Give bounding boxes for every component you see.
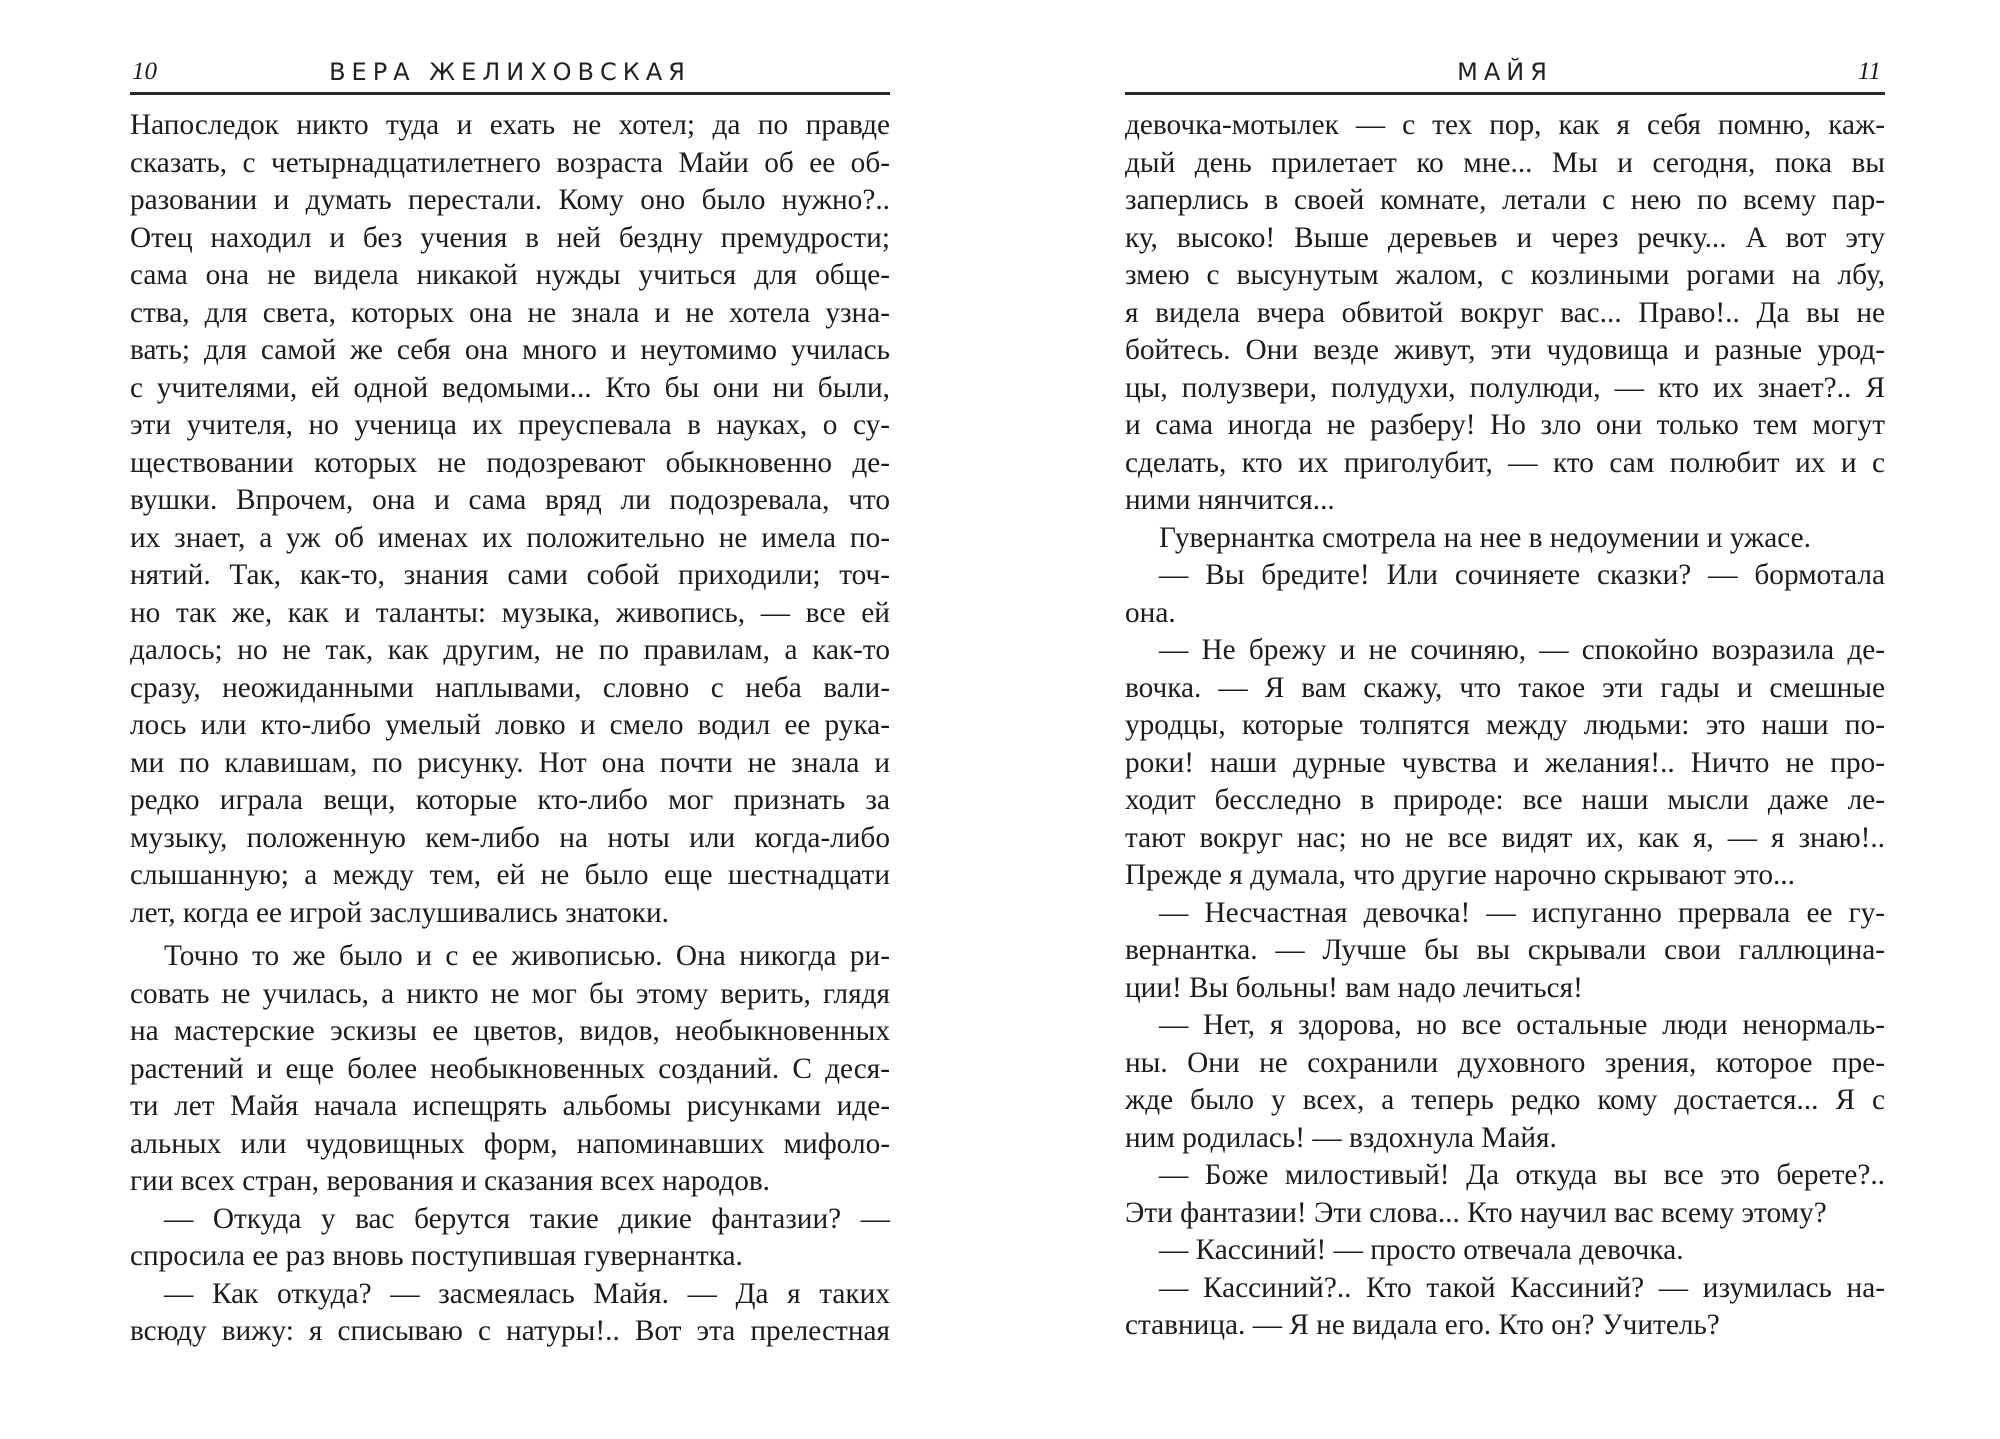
text-line: — Несчастная девочка! — испуганно прервала ее гу-	[1159, 896, 1885, 929]
text-line: заперлись в своей комнате, летали с нею по всему пар-	[1125, 184, 1885, 216]
text-line: лет, когда ее игрой заслушивались знатоки.	[130, 896, 669, 929]
right-page-header	[1125, 52, 1885, 95]
text-line: Гувернантка смотрела на нее в недоумении и ужасе.	[1159, 521, 1811, 554]
text-line: растений и еще более необыкновенных созданий. С деся-	[130, 1052, 890, 1085]
text-line: уродцы, которые толпятся между людьми: это наши по-	[1125, 709, 1885, 741]
text-line: слышанную; а между тем, ей не было еще шестнадцати	[130, 859, 890, 891]
text-line: их знает, а уж об именах их положительно не имела по-	[130, 521, 890, 554]
text-line: змею с высунутым жалом, с козлиными рогами на лбу,	[1125, 259, 1885, 291]
page-number: 10	[132, 58, 157, 85]
text-line: но так же, как и таланты: музыка, живопись, — все ей	[130, 596, 890, 629]
text-line: — Кассиний?.. Кто такой Кассиний? — изумилась на-	[1159, 1271, 1885, 1304]
text-line: Точно то же было и с ее живописью. Она никогда ри-	[164, 940, 890, 972]
text-line: бойтесь. Они везде живут, эти чудовища и разные урод-	[1125, 334, 1885, 366]
text-line: ним родилась! — вздохнула Майя.	[1125, 1121, 1557, 1154]
text-line: с учителями, ей одной ведомыми... Кто бы они ни были,	[130, 371, 890, 404]
text-line: — Боже милостивый! Да откуда вы все это берете?..	[1159, 1159, 1885, 1191]
right-page-body	[1125, 107, 1885, 1345]
text-line: жде было у всех, а теперь редко кому достается... Я с	[1125, 1084, 1885, 1116]
text-line: ходит бесследно в природе: все наши мысли даже ле-	[1125, 784, 1885, 816]
text-line: роки! наши дурные чувства и желания!.. Ничто не про-	[1125, 746, 1885, 779]
text-line: сделать, кто их приголубит, — кто сам полюбит их и с	[1125, 446, 1885, 479]
text-line: — Не брежу и не сочиняю, — спокойно возразила де-	[1159, 634, 1885, 666]
text-line: дый день прилетает ко мне... Мы и сегодня, пока вы	[1125, 146, 1885, 179]
text-line: сразу, неожиданными наплывами, словно с неба вали-	[130, 671, 890, 704]
text-line: сказать, с четырнадцатилетнего возраста Майи об ее об-	[130, 146, 890, 179]
text-line: — Вы бредите! Или сочиняете сказки? — бормотала	[1159, 559, 1885, 591]
text-line: — Как откуда? — засмеялась Майя. — Да я таких	[164, 1277, 890, 1310]
running-title-book: МАЙЯ	[1457, 58, 1553, 86]
text-line: — Откуда у вас берутся такие дикие фантазии? —	[164, 1202, 890, 1235]
text-line: на мастерские эскизы ее цветов, видов, необыкновенных	[130, 1015, 890, 1047]
text-line: вочка. — Я вам скажу, что такое эти гады и смешные	[1125, 671, 1885, 704]
text-line: Прежде я думала, что другие нарочно скрывают это...	[1125, 859, 1795, 891]
text-line: ны. Они не сохранили духовного зрения, которое пре-	[1125, 1046, 1885, 1079]
left-page-header	[130, 52, 890, 95]
left-page-body	[130, 107, 890, 1351]
text-line: ства, для света, которых она не знала и не хотела узна-	[130, 296, 890, 329]
text-line: редко играла вещи, которые кто-либо мог признать за	[130, 784, 890, 816]
text-line: спросила ее раз вновь поступившая гувернантка.	[130, 1240, 743, 1272]
text-line: ти лет Майя начала испещрять альбомы рисунками иде-	[130, 1090, 890, 1122]
text-line: — Кассиний! — просто отвечала девочка.	[1159, 1234, 1684, 1266]
text-line: вать; для самой же себя она много и неутомимо училась	[130, 334, 890, 366]
text-line: Напоследок никто туда и ехать не хотел; да по правде	[130, 109, 890, 141]
text-line: далось; но не так, как другим, не по правилам, а как-то	[130, 634, 890, 666]
text-line: ними нянчится...	[1125, 484, 1335, 516]
text-line: музыку, положенную кем-либо на ноты или когда-либо	[130, 821, 890, 854]
text-line: Эти фантазии! Эти слова... Кто научил вас всему этому?	[1125, 1196, 1827, 1229]
text-line: цы, полузвери, полудухи, полулюди, — кто их знает?.. Я	[1125, 371, 1885, 404]
text-line: всюду вижу: я списываю с натуры!.. Вот эта прелестная	[130, 1315, 890, 1347]
text-line: альных или чудовищных форм, напоминавших мифоло-	[130, 1127, 890, 1160]
text-line: вушки. Впрочем, она и сама вряд ли подозревала, что	[130, 484, 890, 516]
running-title-author: ВЕРА ЖЕЛИХОВСКАЯ	[329, 58, 691, 86]
text-line: разовании и думать перестали. Кому оно было нужно?..	[130, 184, 890, 216]
text-line: — Нет, я здорова, но все остальные люди ненормаль-	[1159, 1009, 1885, 1041]
text-line: и сама иногда не разберу! Но зло они только тем могут	[1125, 409, 1885, 441]
text-line: ции! Вы больны! вам надо лечиться!	[1125, 971, 1583, 1004]
text-line: девочка-мотылек — с тех пор, как я себя помню, каж-	[1125, 109, 1885, 141]
text-line: тают вокруг нас; но не все видят их, как я, — я знаю!..	[1125, 821, 1885, 854]
text-line: я видела вчера обвитой вокруг вас... Право!.. Да вы не	[1125, 296, 1885, 329]
text-line: лось или кто-либо умелый ловко и смело водил ее рука-	[130, 709, 890, 741]
text-line: эти учителя, но ученица их преуспевала в науках, о су-	[130, 409, 890, 441]
text-line: ми по клавишам, по рисунку. Нот она почти не знала и	[130, 746, 890, 779]
text-line: она.	[1125, 596, 1176, 629]
page-number: 11	[1857, 58, 1881, 85]
text-line: нятий. Так, как-то, знания сами собой приходили; точ-	[130, 559, 890, 591]
text-line: сама она не видела никакой нужды учиться для обще-	[130, 259, 890, 291]
text-line: Отец находил и без учения в ней бездну премудрости;	[130, 221, 890, 254]
text-line: совать не училась, а никто не мог бы этому верить, глядя	[130, 977, 890, 1010]
text-line: ществовании которых не подозревают обыкновенно де-	[130, 446, 890, 479]
text-line: вернантка. — Лучше бы вы скрывали свои галлюцина-	[1125, 934, 1885, 966]
text-line: ку, высоко! Выше деревьев и через речку... А вот эту	[1125, 221, 1885, 254]
text-line: ставница. — Я не видала его. Кто он? Учитель?	[1125, 1309, 1720, 1341]
text-line: гии всех стран, верования и сказания всех народов.	[130, 1165, 771, 1197]
